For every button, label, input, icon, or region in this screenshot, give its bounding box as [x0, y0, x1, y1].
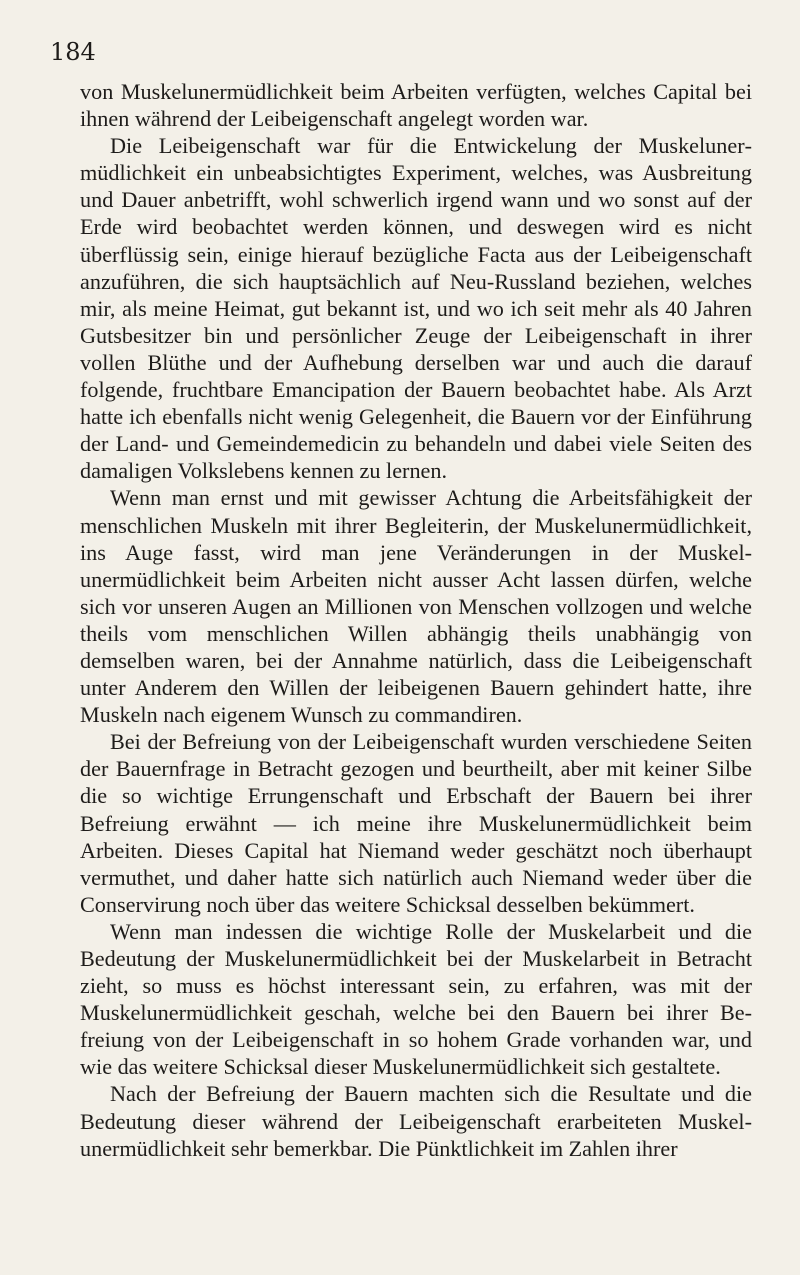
paragraph-1: von Muskelunermüdlichkeit beim Arbeiten verfügten, welches Capital bei ihnen während der Leibeigenschaft angelegt worden war.: [80, 79, 752, 132]
paragraph-2: Die Leibeigenschaft war für die Entwickelung der Muskelunermüdlichkeit ein unbeabsichtigtes Experiment, welches, was Ausbreitung und Dauer anbetrifft, wohl schwerlich irgend wann und wo sonst auf der Erde wird beobachtet werden können, und deswegen wird es nicht überflüssig sein, einige hierauf bezügliche Facta aus der Leibeigenschaft anzuführen, die sich hauptsächlich auf Neu-Russland beziehen, welches mir, als meine Heimat, gut bekannt ist, und wo ich seit mehr als 40 Jahren Gutsbesitzer bin und persönlicher Zeuge der Leibeigenschaft in ihrer vollen Blüthe und der Aufhebung derselben war und auch die darauf folgende, fruchtbare Emancipation der Bauern beobachtet habe. Als Arzt hatte ich ebenfalls nicht wenig Gelegenheit, die Bauern vor der Einführung der Land- und Gemeindemedicin zu behandeln und dabei viele Seiten des damaligen Volkslebens kennen zu lernen.: [80, 133, 752, 484]
paragraph-5: Wenn man indessen die wichtige Rolle der Muskelarbeit und die Bedeutung der Muskelunermüdlichkeit bei der Muskelarbeit in Betracht zieht, so muss es höchst interessant sein, zu erfahren, was mit der Muskelunermüdlichkeit geschah, welche bei den Bauern bei ihrer Befreiung von der Leibeigenschaft in so hohem Grade vorhanden war, und wie das weitere Schicksal dieser Muskelunermüdlichkeit sich gestaltete.: [80, 918, 752, 1080]
paragraph-3: Wenn man ernst und mit gewisser Achtung die Arbeitsfähigkeit der menschlichen Muskeln mit ihrer Begleiterin, der Muskelunermüdlichkeit, ins Auge fasst, wird man jene Veränderungen in der Muskelunermüdlichkeit beim Arbeiten nicht ausser Acht lassen dürfen, welche sich vor unseren Augen an Millionen von Menschen vollzogen und welche theils vom menschlichen Willen abhängig theils unabhängig von demselben waren, bei der Annahme natürlich, dass die Leibeigenschaft unter Anderem den Willen der leibeigenen Bauern gehindert hatte, ihre Muskeln nach eigenem Wunsch zu commandiren.: [80, 485, 752, 728]
page-number: 184: [50, 38, 96, 66]
paragraph-4: Bei der Befreiung von der Leibeigenschaft wurden verschiedene Seiten der Bauernfrage in Betracht gezogen und beurtheilt, aber mit keiner Silbe die so wichtige Errungenschaft und Erbschaft der Bauern bei ihrer Befreiung erwähnt — ich meine ihre Muskelunermüdlichkeit beim Arbeiten. Dieses Capital hat Niemand weder geschätzt noch überhaupt vermuthet, und daher hatte sich natürlich auch Niemand weder über die Conservirung noch über das weitere Schicksal desselben bekümmert.: [80, 729, 752, 917]
body-text: [80, 78, 752, 1162]
paragraph-6: Nach der Befreiung der Bauern machten sich die Resultate und die Bedeutung dieser während der Leibeigenschaft erarbeiteten Muskelunermüdlichkeit sehr bemerkbar. Die Pünktlichkeit im Zahlen ihrer: [80, 1081, 752, 1161]
